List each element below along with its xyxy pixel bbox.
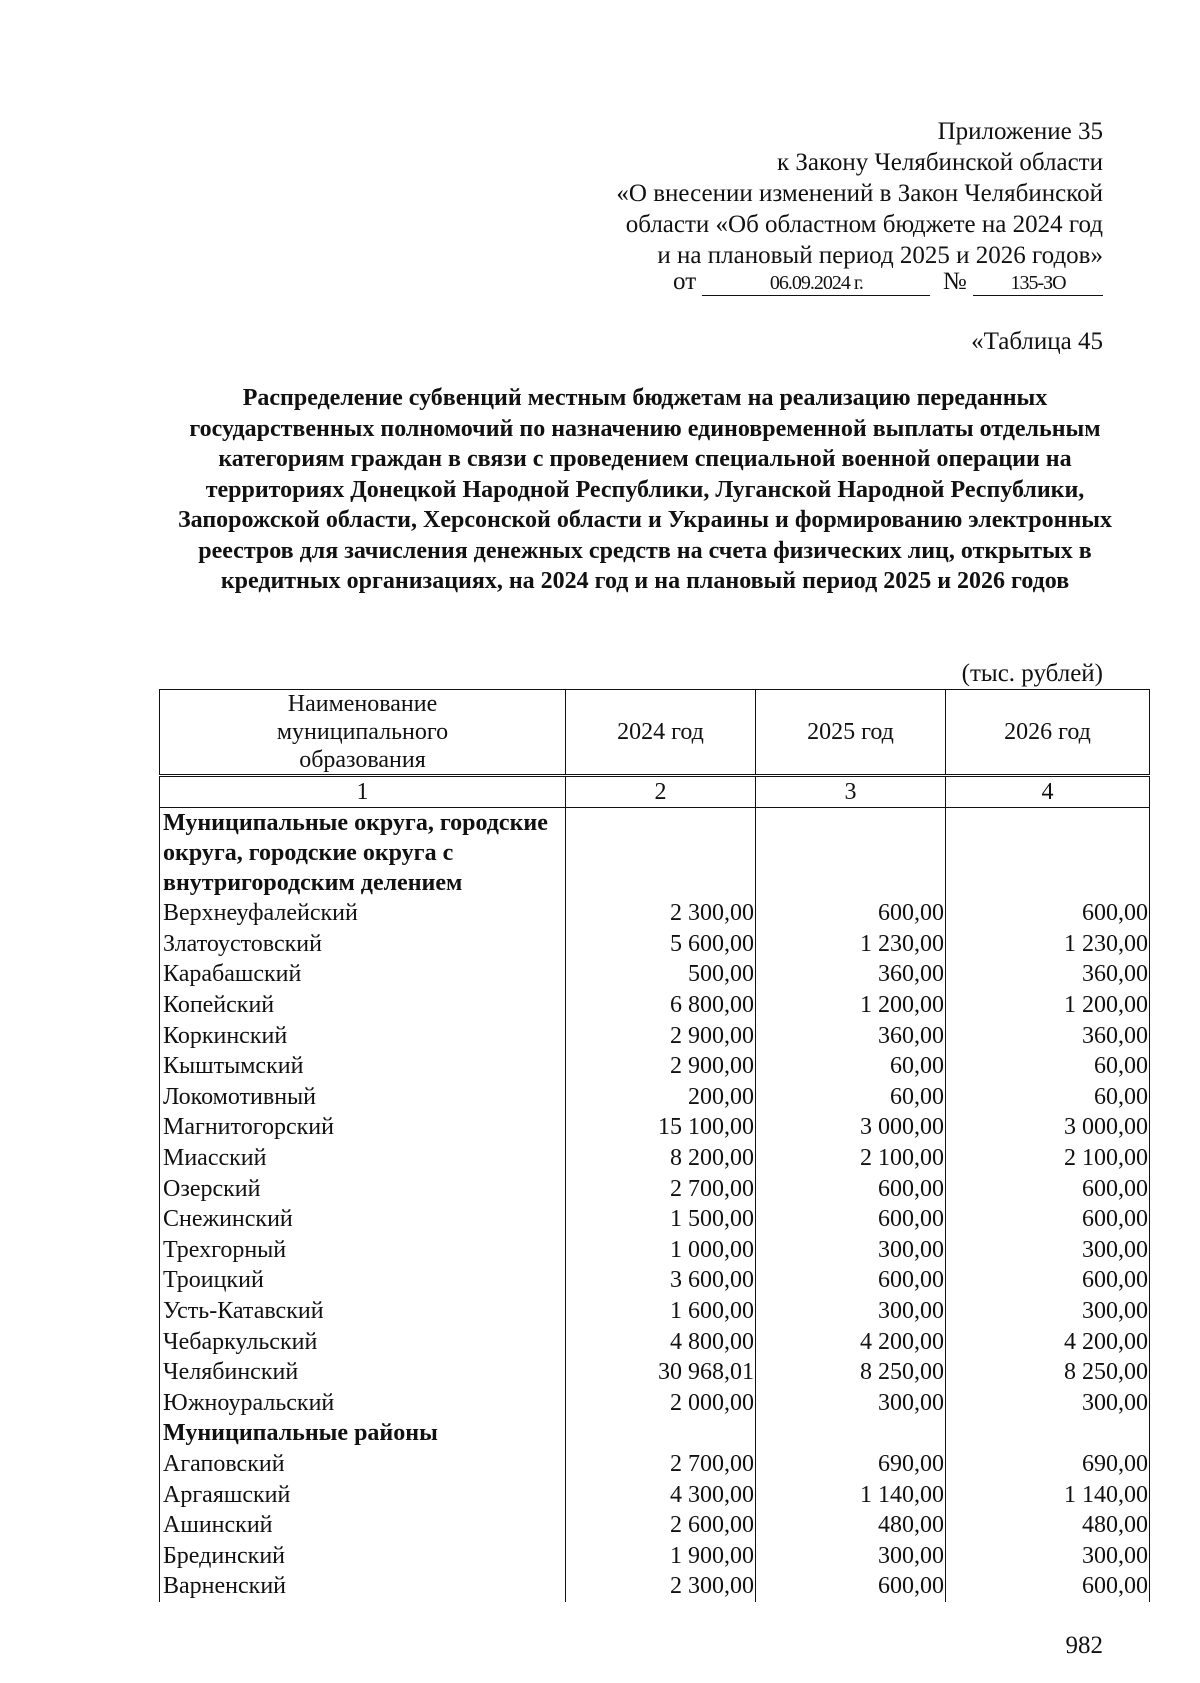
value-2025: 3 000,00 [756, 1112, 946, 1143]
value-2026: 690,00 [946, 1449, 1150, 1480]
value-2026: 1 200,00 [946, 990, 1150, 1021]
table-row [160, 1571, 1150, 1602]
value-2025: 300,00 [756, 1540, 946, 1571]
value-2024: 1 600,00 [566, 1296, 756, 1327]
value-2025: 1 230,00 [756, 929, 946, 960]
value-2025: 60,00 [756, 1082, 946, 1113]
value-2026: 300,00 [946, 1296, 1150, 1327]
municipality-name: Ашинский [160, 1510, 566, 1541]
value-2024: 4 800,00 [566, 1326, 756, 1357]
value-2024: 2 900,00 [566, 1020, 756, 1051]
value-2026: 3 000,00 [946, 1112, 1150, 1143]
municipality-name: Карабашский [160, 959, 566, 990]
municipality-name: Чебаркульский [160, 1326, 566, 1357]
table-row [160, 1051, 1150, 1082]
municipality-name: Южноуральский [160, 1388, 566, 1419]
table-row [160, 1112, 1150, 1143]
municipality-name: Верхнеуфалейский [160, 898, 566, 929]
value-2026: 600,00 [946, 1173, 1150, 1204]
value-2025: 1 200,00 [756, 990, 946, 1021]
value-2026: 4 200,00 [946, 1326, 1150, 1357]
municipality-name: Трехгорный [160, 1235, 566, 1266]
table-body [160, 808, 1150, 1602]
value-2025: 300,00 [756, 1296, 946, 1327]
value-2025: 60,00 [756, 1051, 946, 1082]
value-2026: 8 250,00 [946, 1357, 1150, 1388]
value-2024: 200,00 [566, 1082, 756, 1113]
header-line-3: «О внесении изменений в Закон Челябинской [616, 180, 1103, 207]
header-line-1: Приложение 35 [937, 118, 1103, 145]
value-2025: 690,00 [756, 1449, 946, 1480]
value-2026: 600,00 [946, 1571, 1150, 1602]
value-2026: 300,00 [946, 1235, 1150, 1266]
table-label: «Таблица 45 [971, 328, 1103, 355]
value-2024: 1 900,00 [566, 1540, 756, 1571]
value-2024: 30 968,01 [566, 1357, 756, 1388]
value-2026: 600,00 [946, 1265, 1150, 1296]
appendix-header [616, 116, 1103, 271]
header-line-4: области «Об областном бюджете на 2024 год [625, 211, 1103, 238]
value-2025: 600,00 [756, 1265, 946, 1296]
municipality-name: Троицкий [160, 1265, 566, 1296]
value-2024: 6 800,00 [566, 990, 756, 1021]
value-2024: 2 700,00 [566, 1173, 756, 1204]
table-row [160, 1020, 1150, 1051]
value-2026: 600,00 [946, 1204, 1150, 1235]
value-2025: 360,00 [756, 1020, 946, 1051]
law-date: 06.09.2024 г. [702, 271, 930, 296]
table-row [160, 1357, 1150, 1388]
value-2024: 2 300,00 [566, 898, 756, 929]
value-2025: 600,00 [756, 1173, 946, 1204]
value-2025: 1 140,00 [756, 1479, 946, 1510]
municipality-name: Локомотивный [160, 1082, 566, 1113]
table-row [160, 929, 1150, 960]
municipality-name: Брединский [160, 1540, 566, 1571]
table-row [160, 1479, 1150, 1510]
table-row [160, 1449, 1150, 1480]
table-row [160, 1540, 1150, 1571]
value-2026: 1 230,00 [946, 929, 1150, 960]
municipality-name: Коркинский [160, 1020, 566, 1051]
value-2025: 480,00 [756, 1510, 946, 1541]
value-2024: 2 600,00 [566, 1510, 756, 1541]
value-2026: 360,00 [946, 959, 1150, 990]
table-row [160, 990, 1150, 1021]
from-label: от [673, 268, 697, 295]
value-2024: 1 000,00 [566, 1235, 756, 1266]
section-row [160, 808, 1150, 899]
municipality-name: Озерский [160, 1173, 566, 1204]
value-2026: 60,00 [946, 1051, 1150, 1082]
value-2024: 2 000,00 [566, 1388, 756, 1419]
law-number: 135-ЗО [973, 271, 1103, 296]
value-2025: 600,00 [756, 898, 946, 929]
value-2026: 600,00 [946, 898, 1150, 929]
value-2025: 8 250,00 [756, 1357, 946, 1388]
table-row [160, 1082, 1150, 1113]
municipality-name: Усть-Катавский [160, 1296, 566, 1327]
header-line-2: к Закону Челябинской области [777, 149, 1103, 176]
units-label: (тыс. рублей) [961, 660, 1103, 687]
value-2024: 2 300,00 [566, 1571, 756, 1602]
table-row [160, 1510, 1150, 1541]
col-number: 4 [946, 776, 1150, 808]
municipality-name: Златоустовский [160, 929, 566, 960]
municipality-name: Снежинский [160, 1204, 566, 1235]
value-2026: 2 100,00 [946, 1143, 1150, 1174]
value-2026: 300,00 [946, 1388, 1150, 1419]
value-2024: 1 500,00 [566, 1204, 756, 1235]
header-2025: 2025 год [756, 690, 946, 776]
col-number: 3 [756, 776, 946, 808]
table-header-row [160, 690, 1150, 776]
value-2024: 15 100,00 [566, 1112, 756, 1143]
value-2024: 500,00 [566, 959, 756, 990]
value-2025: 600,00 [756, 1571, 946, 1602]
col-number: 1 [160, 776, 566, 808]
table-row [160, 1204, 1150, 1235]
header-municipality: Наименование муниципального образования [160, 690, 566, 776]
value-2024: 5 600,00 [566, 929, 756, 960]
value-2024: 2 700,00 [566, 1449, 756, 1480]
value-2025: 600,00 [756, 1204, 946, 1235]
table-row [160, 1235, 1150, 1266]
section-title: Муниципальные округа, городские округа, городские округа с внутригородским делением [160, 808, 566, 899]
page-number: 982 [1065, 1632, 1103, 1659]
document-title: Распределение субвенций местным бюджетам на реализацию переданных государственных полномочий по назначению единовременной выплаты отдельным категориям граждан в связи с проведением специальной военной операции на территориях Донецкой Народной Республики, Луганской Народной Республики, Запорожской области, Херсонской области и Украины и формированию электронных реестров для зачисления денежных средств на счета физических лиц, открытых в кредитных организациях, на 2024 год и на плановый период 2025 и 2026 годов [177, 385, 1113, 594]
header-2024: 2024 год [566, 690, 756, 776]
table-row [160, 898, 1150, 929]
municipality-name: Кыштымский [160, 1051, 566, 1082]
value-2026: 480,00 [946, 1510, 1150, 1541]
municipality-name: Агаповский [160, 1449, 566, 1480]
table-row [160, 959, 1150, 990]
header-line-5: и на плановый период 2025 и 2026 годов» [657, 242, 1103, 269]
table-row [160, 1265, 1150, 1296]
table-row [160, 1388, 1150, 1419]
value-2024: 4 300,00 [566, 1479, 756, 1510]
header-2026: 2026 год [946, 690, 1150, 776]
value-2025: 300,00 [756, 1235, 946, 1266]
subventions-table [159, 689, 1150, 1602]
value-2025: 300,00 [756, 1388, 946, 1419]
municipality-name: Аргаяшский [160, 1479, 566, 1510]
law-date-number [673, 268, 1103, 296]
value-2026: 300,00 [946, 1540, 1150, 1571]
table-row [160, 1143, 1150, 1174]
municipality-name: Варненский [160, 1571, 566, 1602]
municipality-name: Магнитогорский [160, 1112, 566, 1143]
number-label: № [942, 268, 967, 295]
value-2024: 2 900,00 [566, 1051, 756, 1082]
column-number-row [160, 776, 1150, 808]
value-2026: 360,00 [946, 1020, 1150, 1051]
table-row [160, 1326, 1150, 1357]
table-row [160, 1173, 1150, 1204]
value-2025: 360,00 [756, 959, 946, 990]
value-2024: 3 600,00 [566, 1265, 756, 1296]
section-row [160, 1418, 1150, 1449]
value-2026: 60,00 [946, 1082, 1150, 1113]
municipality-name: Копейский [160, 990, 566, 1021]
municipality-name: Миасский [160, 1143, 566, 1174]
municipality-name: Челябинский [160, 1357, 566, 1388]
value-2026: 1 140,00 [946, 1479, 1150, 1510]
value-2025: 4 200,00 [756, 1326, 946, 1357]
col-number: 2 [566, 776, 756, 808]
value-2025: 2 100,00 [756, 1143, 946, 1174]
section-title: Муниципальные районы [160, 1418, 566, 1449]
table-row [160, 1296, 1150, 1327]
value-2024: 8 200,00 [566, 1143, 756, 1174]
